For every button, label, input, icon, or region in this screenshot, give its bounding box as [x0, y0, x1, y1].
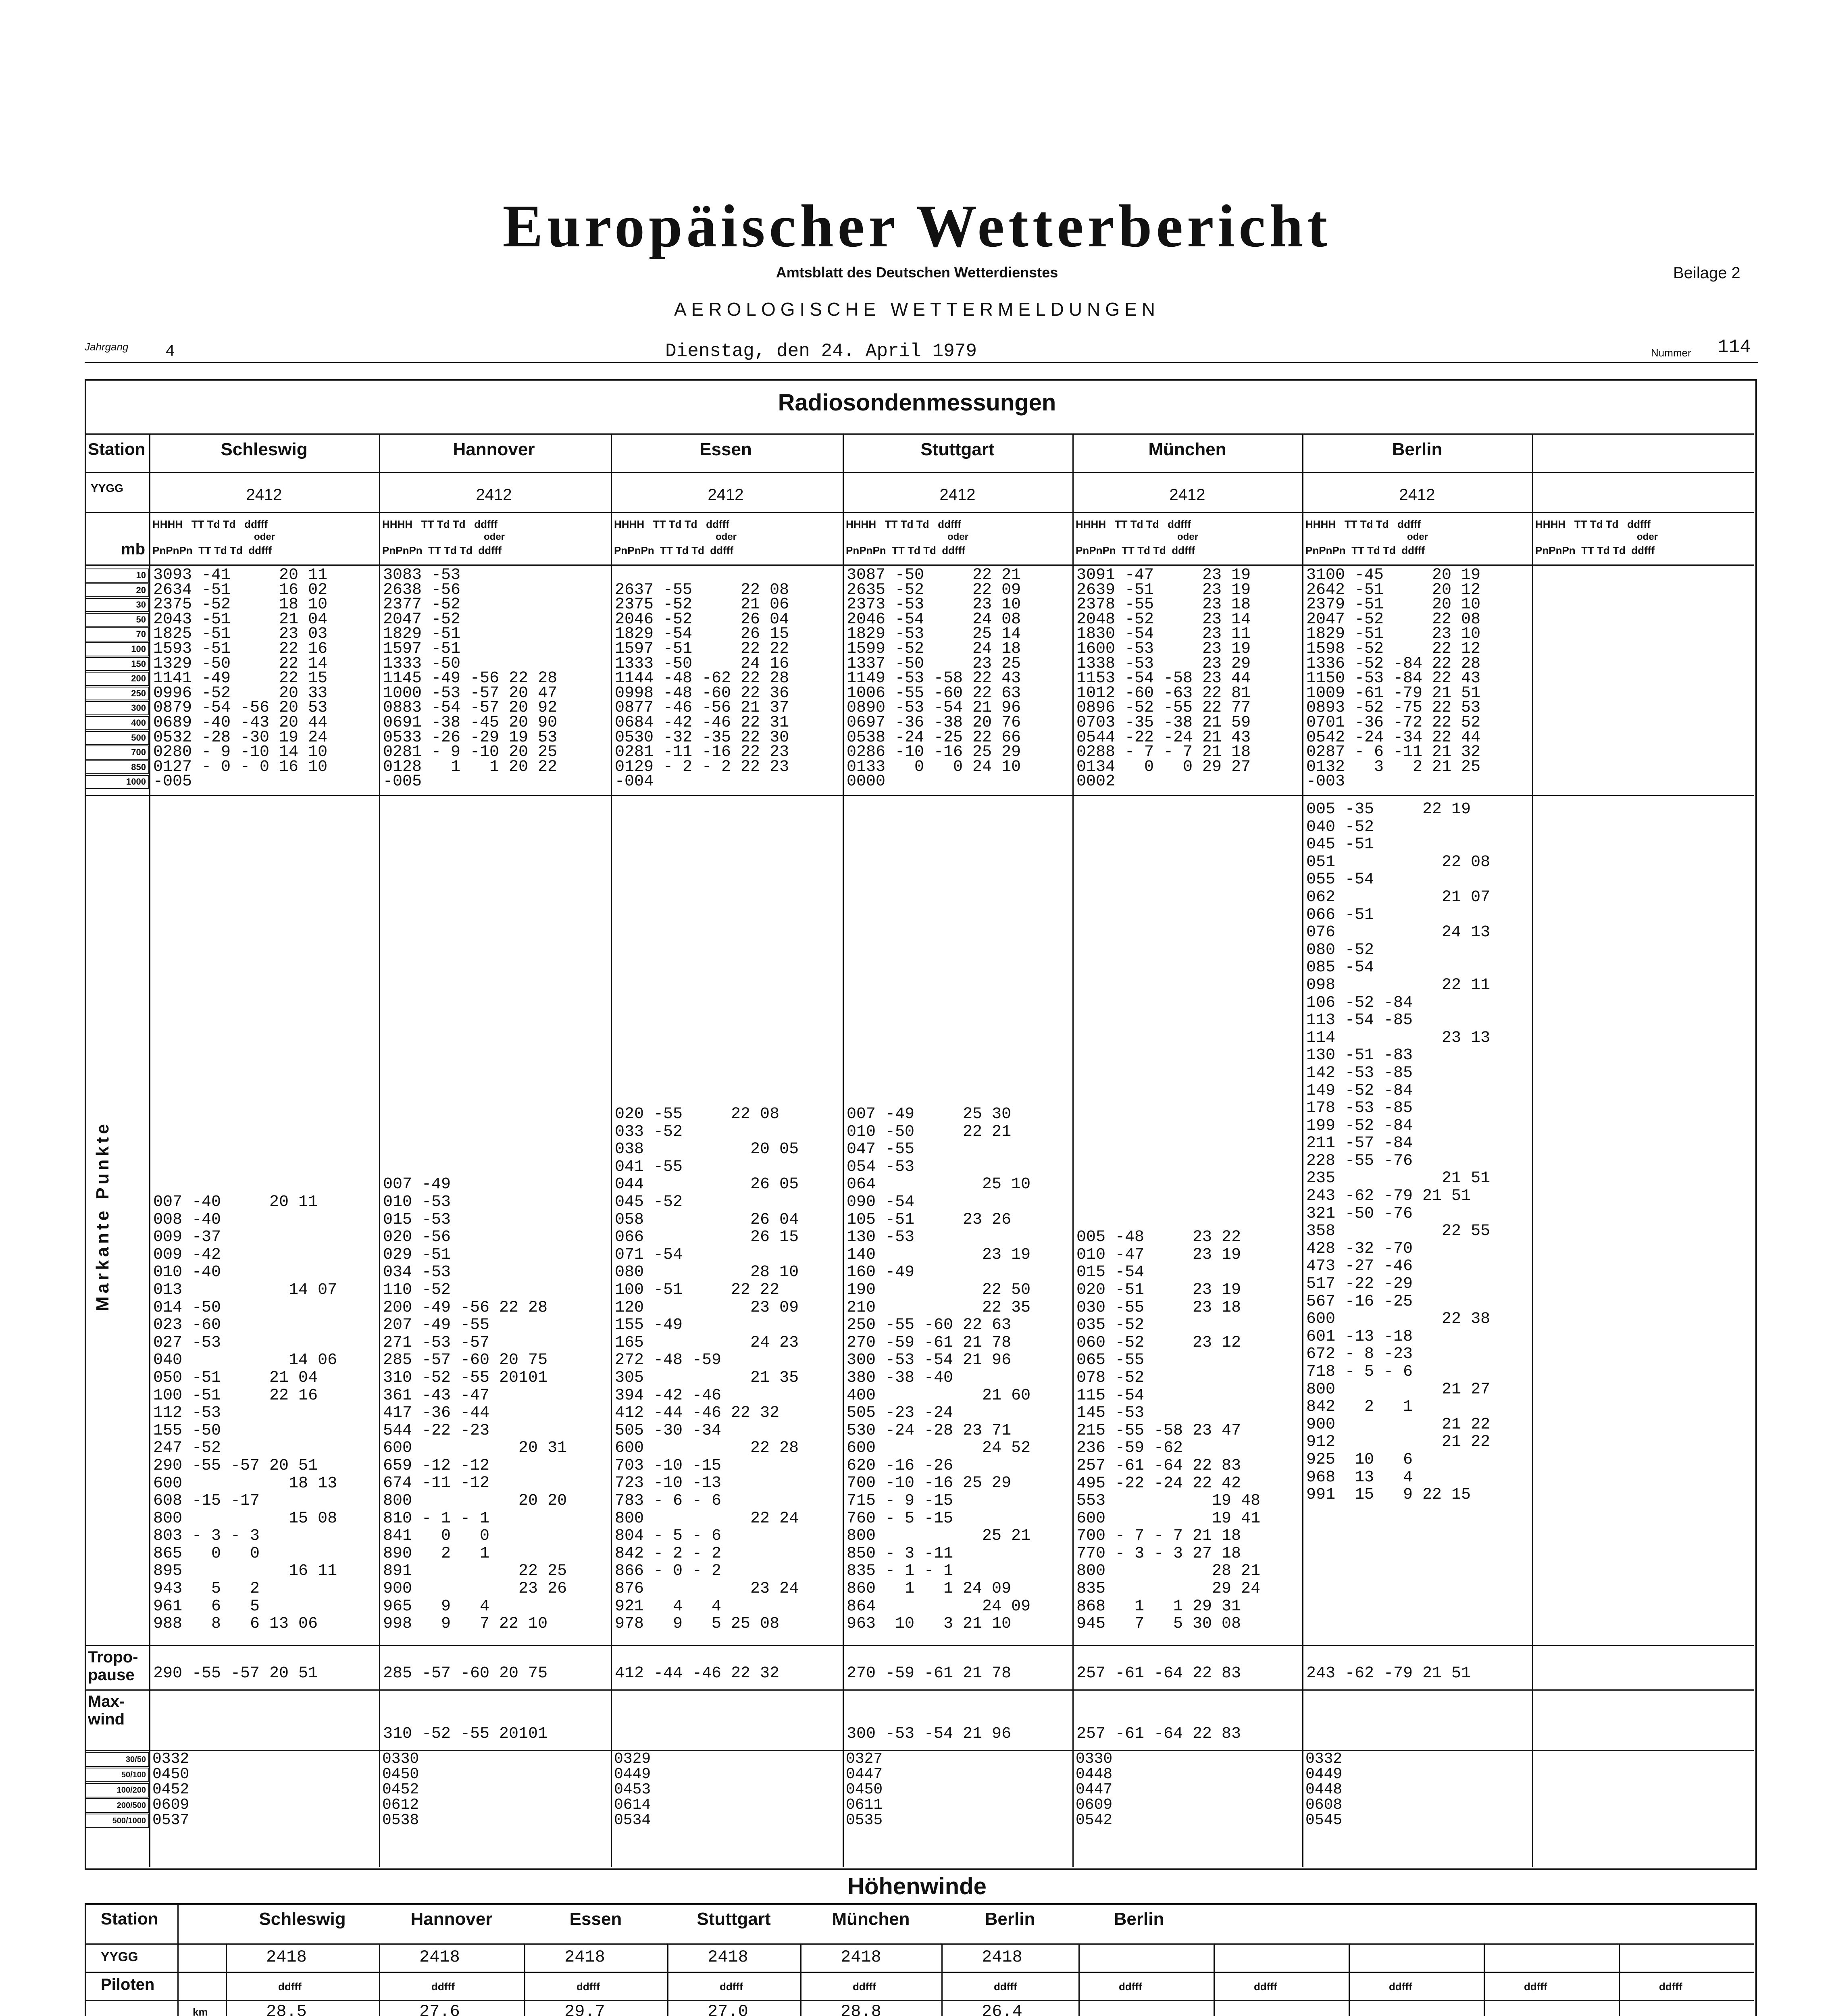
hw-col-rule	[1078, 1943, 1080, 2016]
level-value: 2635 -52 22 09	[847, 581, 1021, 599]
shear-value: 0452	[382, 1781, 419, 1798]
level-value: 1150 -53 -84 22 43	[1306, 669, 1481, 688]
level-value: 0287 - 6 -11 21 32	[1306, 743, 1481, 762]
level-value: 1829 -54 26 15	[615, 625, 789, 644]
level-value: 0877 -46 -56 21 37	[615, 699, 789, 717]
level-value: 2043 -51 21 04	[153, 610, 328, 629]
shear-value: 0614	[614, 1796, 651, 1814]
shear-value: 0330	[1076, 1750, 1113, 1768]
level-label: 500	[85, 731, 149, 745]
level-value: 2047 -52	[383, 610, 461, 629]
beilage-label: Beilage 2	[1673, 264, 1740, 282]
hw-col-rule	[379, 1943, 380, 2016]
shear-value: 0332	[152, 1750, 189, 1768]
level-value: 1829 -53 25 14	[847, 625, 1021, 644]
hw-ddfff-head: ddfff	[1389, 1981, 1412, 1993]
maxwind-value: 300 -53 -54 21 96	[847, 1725, 1012, 1743]
hw-yygg-value: 2418	[841, 1947, 881, 1967]
col-head-bottom: PnPnPn TT Td Td ddfff	[382, 544, 502, 556]
level-value: 1597 -51	[383, 640, 461, 658]
level-value: 1145 -49 -56 22 28	[383, 669, 558, 688]
shear-value: 0330	[382, 1750, 419, 1768]
hw-rule	[85, 1943, 1754, 1945]
level-value: 2048 -52 23 14	[1076, 610, 1251, 629]
col-head-oder: oder	[1407, 531, 1428, 542]
level-value: 0703 -35 -38 21 59	[1076, 714, 1251, 732]
level-value: 2046 -52 26 04	[615, 610, 789, 629]
level-value: 2378 -55 23 18	[1076, 596, 1251, 614]
level-value: 1009 -61 -79 21 51	[1306, 684, 1481, 702]
markante-block: 005 -48 23 22 010 -47 23 19 015 -54 020 -51 23 19 030 -55 23 18 035 -52 060 -52 23 12 065 -55 078 -52 115 -54 145 -53 215 -55 -58 23 47 236 -59 -62 257 -61 -64 22 83 495 -22 -24 22 42 553 19 48 600 19 41 700 - 7 - 7 21 18 770 - 3 - 3 27 18 800 28 21 835 29 24 868 1 1 29 31 945 7 5 30 08	[1076, 1228, 1261, 1633]
nummer-label: Nummer	[1651, 347, 1691, 359]
level-value: 2375 -52 18 10	[153, 596, 328, 614]
jahrgang-value: 4	[165, 343, 175, 361]
level-value: 0538 -24 -25 22 66	[847, 728, 1021, 747]
hw-col-rule	[524, 1943, 525, 2016]
level-value: 2377 -52	[383, 596, 461, 614]
shear-value: 0535	[846, 1812, 883, 1829]
tropo-value: 290 -55 -57 20 51	[153, 1664, 318, 1683]
jahrgang-label: Jahrgang	[85, 341, 129, 353]
col-head-oder: oder	[1177, 531, 1199, 542]
col-head-top: HHHH TT Td Td ddfff	[1305, 518, 1421, 530]
rs-rule-station	[85, 433, 1754, 435]
yygg-value: 2412	[1399, 486, 1435, 504]
level-value: 0691 -38 -45 20 90	[383, 714, 558, 732]
hw-ddfff-head: ddfff	[1659, 1981, 1682, 1993]
maxwind-label: Max-wind	[88, 1693, 125, 1728]
level-value: 1336 -52 -84 22 28	[1306, 654, 1481, 673]
shear-value: 0447	[846, 1766, 883, 1783]
level-value: 0133 0 0 24 10	[847, 758, 1021, 776]
level-label: 20	[85, 583, 149, 598]
shear-value: 0611	[846, 1796, 883, 1814]
level-value: 0129 - 2 - 2 22 23	[615, 758, 789, 776]
shear-label: 500/1000	[85, 1814, 149, 1828]
level-label: 700	[85, 746, 149, 760]
level-value: 0890 -53 -54 21 96	[847, 699, 1021, 717]
shear-value: 0449	[614, 1766, 651, 1783]
level-value: 0998 -48 -60 22 36	[615, 684, 789, 702]
rs-rule-markante	[85, 795, 1754, 796]
level-value: 0883 -54 -57 20 92	[383, 699, 558, 717]
level-value: 0544 -22 -24 21 43	[1076, 728, 1251, 747]
level-value: 0132 3 2 21 25	[1306, 758, 1481, 776]
level-value: 2642 -51 20 12	[1306, 581, 1481, 599]
level-value: 0893 -52 -75 22 53	[1306, 699, 1481, 717]
rs-rule-maxwind	[85, 1689, 1754, 1691]
level-value: 0127 - 0 - 0 16 10	[153, 758, 328, 776]
hw-col-rule	[1619, 1943, 1620, 2016]
shear-value: 0542	[1076, 1812, 1113, 1829]
hw-col-rule	[177, 1943, 179, 2016]
hw-station-label: Station	[101, 1909, 158, 1928]
hw-ddfff-head: ddfff	[577, 1981, 600, 1993]
col-head-bottom: PnPnPn TT Td Td ddfff	[1305, 544, 1425, 556]
level-value: 0879 -54 -56 20 53	[153, 699, 328, 717]
level-value: 2637 -55 22 08	[615, 581, 789, 599]
tropo-label: Tropo-pause	[88, 1648, 138, 1684]
shear-value: 0538	[382, 1812, 419, 1829]
shear-value: 0453	[614, 1781, 651, 1798]
level-value: 1599 -52 24 18	[847, 640, 1021, 658]
level-value: 2046 -54 24 08	[847, 610, 1021, 629]
hw-km-label: km	[193, 2006, 208, 2016]
shear-label: 200/500	[85, 1798, 149, 1813]
level-value: 1153 -54 -58 23 44	[1076, 669, 1251, 688]
yygg-label: YYGG	[91, 482, 123, 494]
shear-value: 0327	[846, 1750, 883, 1768]
level-value: 1337 -50 23 25	[847, 654, 1021, 673]
level-value: 3091 -47 23 19	[1076, 566, 1251, 584]
mb-label: mb	[121, 540, 145, 558]
markante-block: 007 -40 20 11 008 -40 009 -37 009 -42 010 -40 013 14 07 014 -50 023 -60 027 -53 040 14 06 050 -51 21 04 100 -51 22 16 112 -53 155 -50 247 -52 290 -55 -57 20 51 600 18 13 608 -15 -17 800 15 08 803 - 3 - 3 865 0 0 895 16 11 943 5 2 961 6 5 988 8 6 13 06	[153, 1193, 337, 1633]
station-name: Hannover	[453, 439, 535, 459]
hw-piloten-label: Piloten	[101, 1976, 155, 1993]
level-value: 0689 -40 -43 20 44	[153, 714, 328, 732]
hw-gipfel-km: 28.5	[266, 2002, 307, 2016]
col-head-oder: oder	[484, 531, 505, 542]
shear-value: 0609	[1076, 1796, 1113, 1814]
maxwind-value: 310 -52 -55 20101	[383, 1725, 548, 1743]
hw-ddfff-head: ddfff	[1119, 1981, 1142, 1993]
shear-value: 0447	[1076, 1781, 1113, 1798]
markante-block: 007 -49 010 -53 015 -53 020 -56 029 -51 034 -53 110 -52 200 -49 -56 22 28 207 -49 -55 271 -53 -57 285 -57 -60 20 75 310 -52 -55 20101 361 -43 -47 417 -36 -44 544 -22 -23 600 20 31 659 -12 -12 674 -11 -12 800 20 20 810 - 1 - 1 841 0 0 890 2 1 891 22 25 900 23 26 965 9 4 998 9 7 22 10	[383, 1175, 567, 1633]
level-value: 0701 -36 -72 22 52	[1306, 714, 1481, 732]
level-value: 1829 -51 23 10	[1306, 625, 1481, 644]
subtitle: Amtsblatt des Deutschen Wetterdienstes	[776, 264, 1058, 281]
hw-yygg-label: YYGG	[101, 1949, 138, 1964]
level-value: 0684 -42 -46 22 31	[615, 714, 789, 732]
yygg-value: 2412	[476, 486, 512, 504]
hw-yygg-value: 2418	[708, 1947, 748, 1967]
level-value: 0280 - 9 -10 14 10	[153, 743, 328, 762]
level-value: 1333 -50 24 16	[615, 654, 789, 673]
shear-value: 0452	[152, 1781, 189, 1798]
hw-gipfel-km: 27.6	[419, 2002, 460, 2016]
level-value: 0542 -24 -34 22 44	[1306, 728, 1481, 747]
rs-rule-colhead	[85, 512, 1754, 513]
rs-col-rule	[611, 433, 612, 1867]
level-value: 3100 -45 20 19	[1306, 566, 1481, 584]
level-value: 1012 -60 -63 22 81	[1076, 684, 1251, 702]
col-head-top: HHHH TT Td Td ddfff	[614, 518, 729, 530]
shear-value: 0612	[382, 1796, 419, 1814]
yygg-value: 2412	[1169, 486, 1205, 504]
level-value: -004	[615, 773, 654, 791]
maxwind-value: 257 -61 -64 22 83	[1076, 1725, 1241, 1743]
level-value: 1830 -54 23 11	[1076, 625, 1251, 644]
hw-rule	[85, 1972, 1754, 1973]
level-value: 0134 0 0 29 27	[1076, 758, 1251, 776]
shear-value: 0450	[382, 1766, 419, 1783]
markante-block: 005 -35 22 19 040 -52 045 -51 051 22 08 055 -54 062 21 07 066 -51 076 24 13 080 -52 085 -54 098 22 11 106 -52 -84 113 -54 -85 114 23 13 130 -51 -83 142 -53 -85 149 -52 -84 178 -53 -85 199 -52 -84 211 -57 -84 228 -55 -76 235 21 51 243 -62 -79 21 51 321 -50 -76 358 22 55 428 -32 -70 473 -27 -46 517 -22 -29 567 -16 -25 600 22 38 601 -13 -18 672 - 8 -23 718 - 5 - 6 800 21 27 842 2 1 900 21 22 912 21 22 925 10 6 968 13 4 991 15 9 22 15	[1306, 800, 1491, 1504]
hw-col-rule	[941, 1943, 943, 2016]
hw-ddfff-head: ddfff	[1524, 1981, 1547, 1993]
col-head-top: HHHH TT Td Td ddfff	[1076, 518, 1191, 530]
hw-col-rule	[800, 1943, 801, 2016]
rs-rule-shear	[85, 1750, 1754, 1751]
yygg-value: 2412	[708, 486, 744, 504]
col-head-bottom: PnPnPn TT Td Td ddfff	[846, 544, 966, 556]
yygg-value: 2412	[246, 486, 282, 504]
station-name: Essen	[699, 439, 752, 459]
rs-rule-data	[85, 564, 1754, 566]
level-label: 10	[85, 569, 149, 583]
hw-yygg-value: 2418	[266, 1947, 307, 1967]
rs-col-rule	[1302, 433, 1303, 1867]
level-value: 1593 -51 22 16	[153, 640, 328, 658]
level-value: -003	[1306, 773, 1345, 791]
issue-date: Dienstag, den 24. April 1979	[665, 341, 977, 362]
level-value: 3093 -41 20 11	[153, 566, 328, 584]
shear-value: 0608	[1305, 1796, 1343, 1814]
hw-station-name: Berlin	[1114, 1909, 1164, 1929]
hw-ddfff-head: ddfff	[720, 1981, 743, 1993]
shear-value: 0448	[1305, 1781, 1343, 1798]
level-value: 2375 -52 21 06	[615, 596, 789, 614]
tropo-value: 257 -61 -64 22 83	[1076, 1664, 1241, 1683]
level-value: 1141 -49 22 15	[153, 669, 328, 688]
level-label: 70	[85, 627, 149, 641]
hw-col-rule	[1349, 1943, 1350, 2016]
hw-ddfff-head: ddfff	[278, 1981, 302, 1993]
station-name: Berlin	[1392, 439, 1443, 459]
markante-block: 020 -55 22 08 033 -52 038 20 05 041 -55 044 26 05 045 -52 058 26 04 066 26 15 071 -54 080 28 10 100 -51 22 22 120 23 09 155 -49 165 24 23 272 -48 -59 305 21 35 394 -42 -46 412 -44 -46 22 32 505 -30 -34 600 22 28 703 -10 -15 723 -10 -13 783 - 6 - 6 800 22 24 804 - 5 - 6 842 - 2 - 2 866 - 0 - 2 876 23 24 921 4 4 978 9 5 25 08	[615, 1105, 799, 1633]
hw-station-name: Berlin	[985, 1909, 1035, 1929]
hw-station-name: Schleswig	[259, 1909, 346, 1929]
level-value: 1149 -53 -58 22 43	[847, 669, 1021, 688]
shear-value: 0450	[846, 1781, 883, 1798]
level-value: 0281 -11 -16 22 23	[615, 743, 789, 762]
col-head-top: HHHH TT Td Td ddfff	[1535, 518, 1651, 530]
level-value: 0000	[847, 773, 886, 791]
shear-label: 100/200	[85, 1783, 149, 1797]
col-head-bottom: PnPnPn TT Td Td ddfff	[152, 544, 272, 556]
level-value: -005	[153, 773, 192, 791]
level-value: 2639 -51 23 19	[1076, 581, 1251, 599]
level-label: 30	[85, 598, 149, 612]
hw-col-rule	[177, 1903, 179, 1943]
level-value: 0281 - 9 -10 20 25	[383, 743, 558, 762]
level-value: 0532 -28 -30 19 24	[153, 728, 328, 747]
rs-rule-tropo	[85, 1645, 1754, 1646]
station-label: Station	[88, 439, 146, 458]
level-value: 0896 -52 -55 22 77	[1076, 699, 1251, 717]
hw-gipfel-km: 28.8	[841, 2002, 881, 2016]
rs-col-rule	[379, 433, 380, 1867]
hw-gipfel-km: 27.0	[708, 2002, 748, 2016]
level-value: 0288 - 7 - 7 21 18	[1076, 743, 1251, 762]
rs-col-rule	[1532, 433, 1533, 1867]
level-label: 150	[85, 657, 149, 671]
shear-value: 0332	[1305, 1750, 1343, 1768]
rs-rule-yygg	[85, 472, 1754, 473]
col-head-oder: oder	[1637, 531, 1658, 542]
level-value: 1825 -51 23 03	[153, 625, 328, 644]
hw-ddfff-head: ddfff	[853, 1981, 876, 1993]
level-value: 0697 -36 -38 20 76	[847, 714, 1021, 732]
shear-value: 0534	[614, 1812, 651, 1829]
level-label: 300	[85, 701, 149, 715]
level-label: 50	[85, 613, 149, 627]
tropo-value: 412 -44 -46 22 32	[615, 1664, 780, 1683]
tropo-value: 243 -62 -79 21 51	[1306, 1664, 1471, 1683]
col-head-bottom: PnPnPn TT Td Td ddfff	[1076, 544, 1195, 556]
col-head-oder: oder	[254, 531, 275, 542]
level-value: 0996 -52 20 33	[153, 684, 328, 702]
tropo-value: 270 -59 -61 21 78	[847, 1664, 1012, 1683]
hw-ddfff-head: ddfff	[994, 1981, 1017, 1993]
hw-rule	[85, 2000, 1754, 2001]
shear-value: 0450	[152, 1766, 189, 1783]
rs-col-rule	[149, 433, 150, 1867]
hw-station-name: Stuttgart	[697, 1909, 771, 1929]
hw-col-rule	[1484, 1943, 1485, 2016]
hw-station-name: Essen	[569, 1909, 622, 1929]
level-value: 2373 -53 23 10	[847, 596, 1021, 614]
level-value: 2638 -56	[383, 581, 461, 599]
tropo-value: 285 -57 -60 20 75	[383, 1664, 548, 1683]
col-head-oder: oder	[716, 531, 737, 542]
level-value: 0002	[1076, 773, 1116, 791]
rs-col-rule	[1072, 433, 1074, 1867]
shear-label: 30/50	[85, 1752, 149, 1767]
shear-value: 0329	[614, 1750, 651, 1768]
level-value: 1829 -51	[383, 625, 461, 644]
hw-yygg-value: 2418	[419, 1947, 460, 1967]
hoehenwinde-title: Höhenwinde	[847, 1873, 987, 1899]
hw-gipfel-km: 26.4	[982, 2002, 1022, 2016]
level-value: 3083 -53	[383, 566, 461, 584]
hw-ddfff-head: ddfff	[431, 1981, 455, 1993]
nummer-value: 114	[1717, 337, 1751, 358]
level-value: 1329 -50 22 14	[153, 654, 328, 673]
header-divider	[85, 362, 1758, 363]
station-name: Schleswig	[221, 439, 308, 459]
level-value: 1598 -52 22 12	[1306, 640, 1481, 658]
station-name: Stuttgart	[920, 439, 995, 459]
hw-col-rule	[667, 1943, 668, 2016]
level-value: 1006 -55 -60 22 63	[847, 684, 1021, 702]
col-head-bottom: PnPnPn TT Td Td ddfff	[614, 544, 734, 556]
col-head-top: HHHH TT Td Td ddfff	[382, 518, 498, 530]
level-value: 0286 -10 -16 25 29	[847, 743, 1021, 762]
shear-value: 0545	[1305, 1812, 1343, 1829]
level-value: 2634 -51 16 02	[153, 581, 328, 599]
level-value: 0533 -26 -29 19 53	[383, 728, 558, 747]
level-value: 1338 -53 23 29	[1076, 654, 1251, 673]
level-value: 1597 -51 22 22	[615, 640, 789, 658]
level-label: 100	[85, 642, 149, 656]
hw-col-rule	[1214, 1943, 1215, 2016]
radiosonde-title: Radiosondenmessungen	[778, 389, 1056, 416]
section-heading: AEROLOGISCHE WETTERMELDUNGEN	[674, 299, 1160, 320]
shear-label: 50/100	[85, 1768, 149, 1782]
level-label: 1000	[85, 775, 149, 789]
hw-yygg-value: 2418	[982, 1947, 1022, 1967]
level-value: 1000 -53 -57 20 47	[383, 684, 558, 702]
shear-value: 0448	[1076, 1766, 1113, 1783]
yygg-value: 2412	[939, 486, 976, 504]
level-value: -005	[383, 773, 422, 791]
level-label: 200	[85, 672, 149, 686]
markante-block: 007 -49 25 30 010 -50 22 21 047 -55 054 -53 064 25 10 090 -54 105 -51 23 26 130 -53 140 23 19 160 -49 190 22 50 210 22 35 250 -55 -60 22 63 270 -59 -61 21 78 300 -53 -54 21 96 380 -38 -40 400 21 60 505 -23 -24 530 -24 -28 23 71 600 24 52 620 -16 -26 700 -10 -16 25 29 715 - 9 -15 760 - 5 -15 800 25 21 850 - 3 -11 835 - 1 - 1 860 1 1 24 09 864 24 09 963 10 3 21 10	[847, 1105, 1031, 1633]
shear-value: 0449	[1305, 1766, 1343, 1783]
level-value: 3087 -50 22 21	[847, 566, 1021, 584]
level-label: 850	[85, 760, 149, 775]
hw-col-rule	[226, 1943, 227, 2016]
hw-station-name: Hannover	[410, 1909, 493, 1929]
rs-col-rule	[843, 433, 844, 1867]
station-name: München	[1148, 439, 1226, 459]
col-head-oder: oder	[947, 531, 969, 542]
hw-gipfel-km: 29.7	[564, 2002, 605, 2016]
level-label: 400	[85, 716, 149, 730]
page-title: Europäischer Wetterbericht	[502, 193, 1332, 260]
level-value: 1333 -50	[383, 654, 461, 673]
hw-station-name: München	[832, 1909, 910, 1929]
level-label: 250	[85, 687, 149, 701]
hw-yygg-value: 2418	[564, 1947, 605, 1967]
level-value: 1144 -48 -62 22 28	[615, 669, 789, 688]
col-head-top: HHHH TT Td Td ddfff	[846, 518, 961, 530]
shear-value: 0537	[152, 1812, 189, 1829]
level-value: 2379 -51 20 10	[1306, 596, 1481, 614]
col-head-bottom: PnPnPn TT Td Td ddfff	[1535, 544, 1655, 556]
hw-ddfff-head: ddfff	[1254, 1981, 1277, 1993]
level-value: 0530 -32 -35 22 30	[615, 728, 789, 747]
markante-label: Markante Punkte	[93, 1121, 112, 1312]
level-value: 1600 -53 23 19	[1076, 640, 1251, 658]
level-value: 2047 -52 22 08	[1306, 610, 1481, 629]
shear-value: 0609	[152, 1796, 189, 1814]
level-value: 0128 1 1 20 22	[383, 758, 558, 776]
col-head-top: HHHH TT Td Td ddfff	[152, 518, 268, 530]
